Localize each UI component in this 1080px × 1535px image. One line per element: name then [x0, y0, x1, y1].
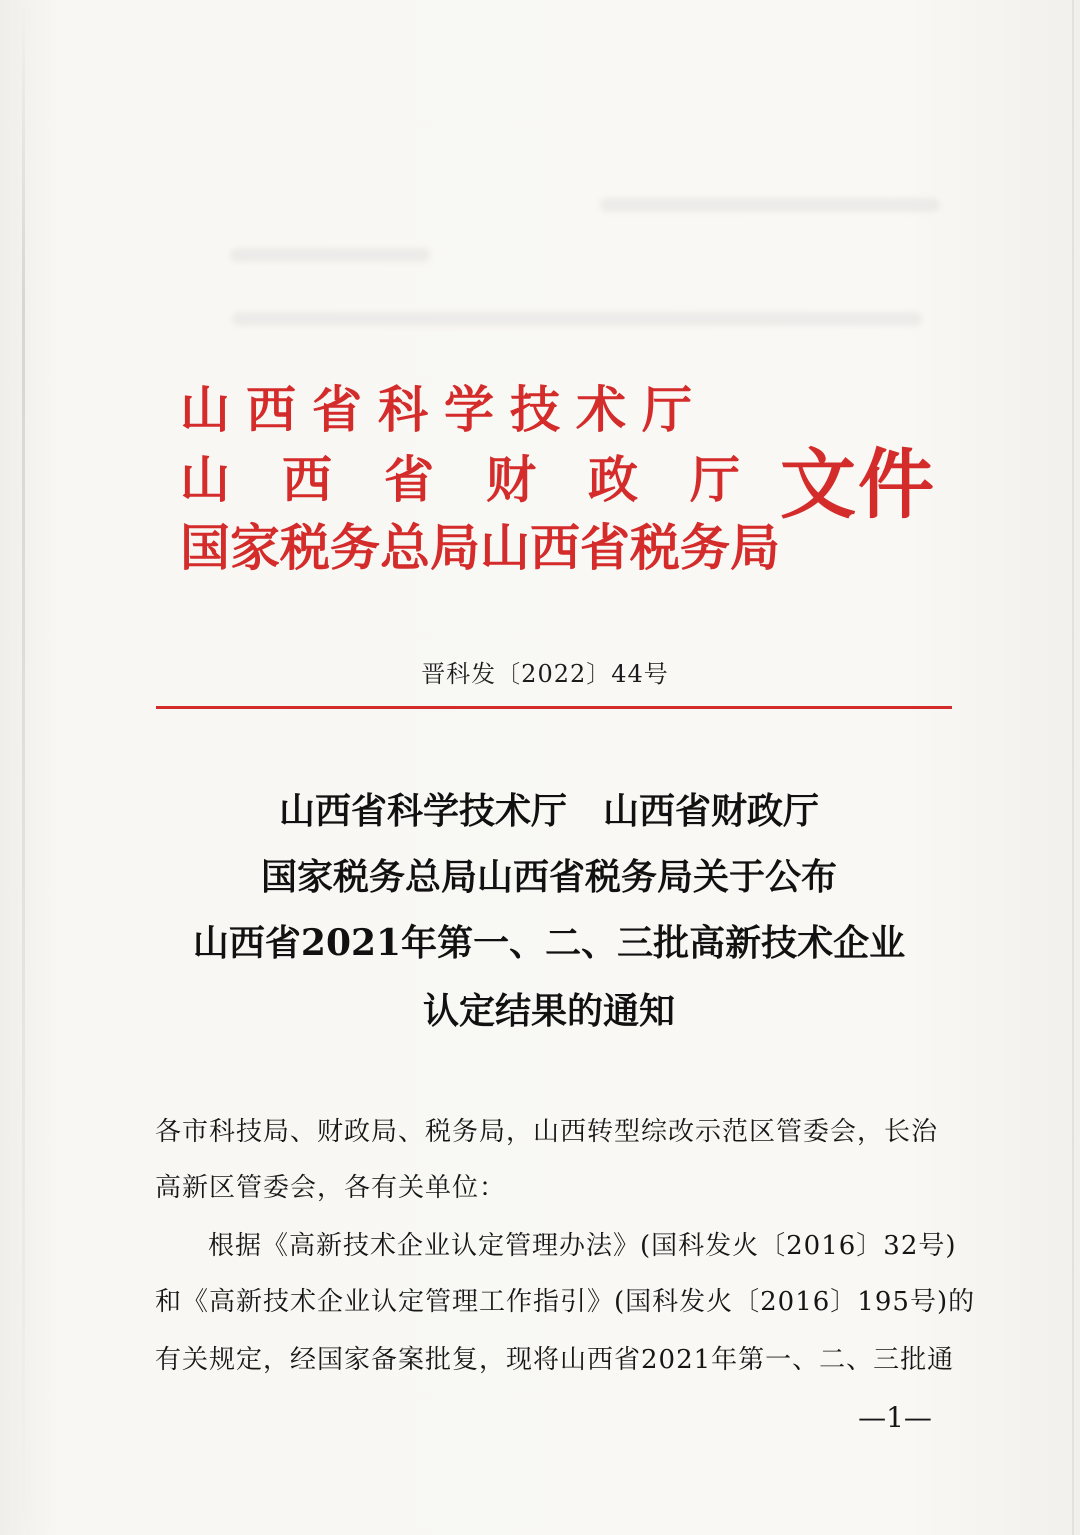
document-number: 晋科发〔2022〕44号 — [421, 660, 669, 688]
page-number: —1— — [858, 1401, 932, 1434]
recipients-line-1: 各市科技局、财政局、税务局，山西转型综改示范区管委会，长治 — [155, 1117, 939, 1147]
document-mark: 文件 — [780, 440, 936, 529]
issuer-tax-bureau: 国家税务总局山西省税务局 — [180, 518, 780, 577]
show-through-shadow — [232, 312, 922, 326]
title-line-2: 国家税务总局山西省税务局关于公布 — [260, 856, 837, 898]
title-line-4: 认定结果的通知 — [422, 990, 675, 1032]
show-through-shadow — [230, 248, 430, 262]
recipients-line-2: 高新区管委会，各有关单位： — [155, 1173, 507, 1203]
issuer-science-department: 山西省科学技术厅 — [180, 380, 708, 439]
body-paragraph-line-1: 根据《高新技术企业认定管理办法》(国科发火〔2016〕32号) — [208, 1231, 957, 1261]
title-line-1: 山西省科学技术厅 山西省财政厅 — [278, 790, 819, 832]
title-line-3: 山西省2021年第一、二、三批高新技术企业 — [192, 922, 906, 964]
body-paragraph-line-3: 有关规定，经国家备案批复，现将山西省2021年第一、二、三批通 — [155, 1345, 955, 1375]
show-through-shadow — [600, 198, 940, 212]
paper-edge-right — [1072, 0, 1074, 1535]
issuer-finance-department: 山西省财政厅 — [180, 450, 792, 509]
paper-edge-left — [22, 0, 25, 1535]
body-paragraph-line-2: 和《高新技术企业认定管理工作指引》(国科发火〔2016〕195号)的 — [155, 1287, 976, 1317]
red-divider-line — [156, 706, 952, 709]
